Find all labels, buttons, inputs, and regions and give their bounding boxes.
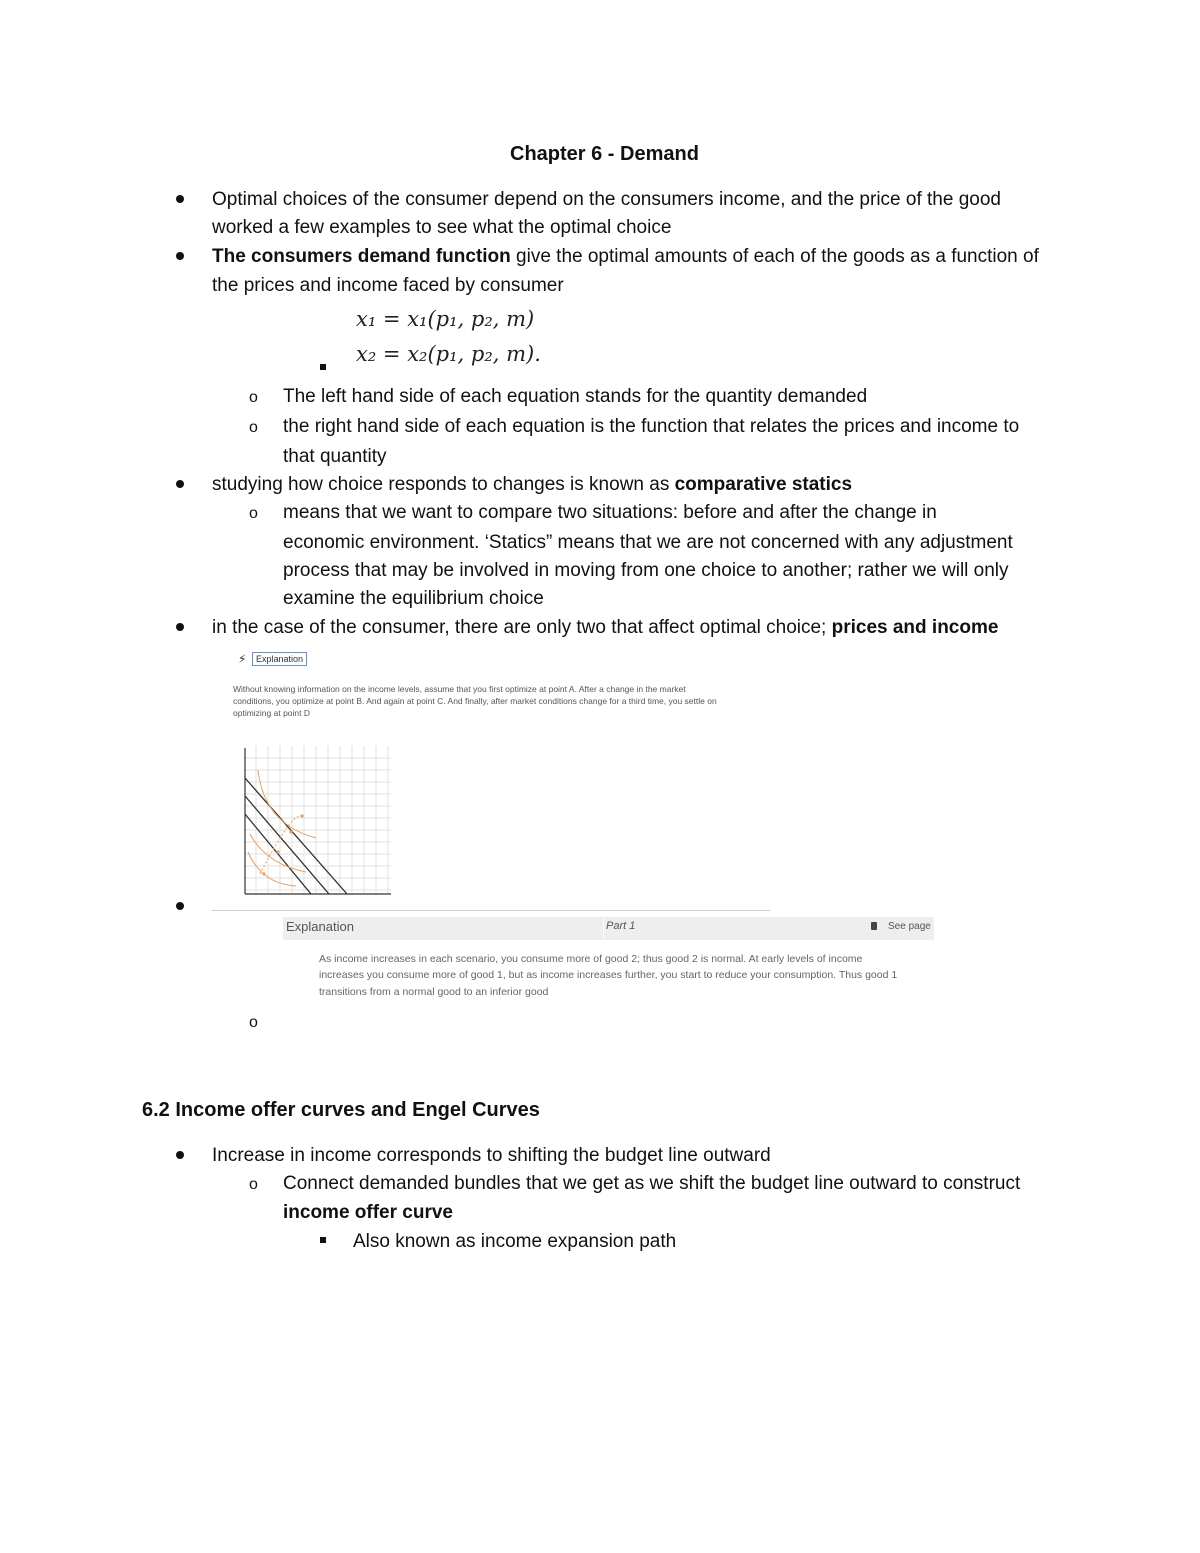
- graph-grid: [245, 746, 391, 894]
- square-bullet: [320, 364, 326, 370]
- bullet-3-text: studying how choice responds to changes is known as: [212, 474, 675, 495]
- bullet-4-text: in the case of the consumer, there are only two that affect optimal choice;: [212, 617, 832, 638]
- bullet-3: [212, 471, 852, 499]
- point-a: [262, 872, 265, 875]
- sub-bullet-3-line-1: means that we want to compare two situations: before and after the change in: [283, 502, 937, 523]
- lightning-icon: ⚡: [238, 652, 247, 666]
- sub-bullet-3-line-3: process that may be involved in moving from one choice to another; rather we will only: [283, 560, 1009, 581]
- screenshot-1-line-2: conditions, you optimize at point B. And again at point C. And finally, after market conditions change for a third time, you settle on: [233, 696, 717, 706]
- divider: [212, 910, 770, 911]
- income-offer-curve: [260, 816, 302, 874]
- sub-bullet-3-line-2: economic environment. ‘Statics” means that we are not concerned with any adjustment: [283, 532, 1013, 553]
- bullet-dot: [176, 902, 184, 910]
- page-title: Chapter 6 - Demand: [510, 143, 699, 165]
- bullet-dot: [176, 623, 184, 631]
- section-2-sub-1-line-1: Connect demanded bundles that we get as we shift the budget line outward to construct: [283, 1173, 1021, 1194]
- circle-bullet: o: [249, 1176, 258, 1193]
- bullet-dot: [176, 480, 184, 488]
- indifference-curve-3: [248, 852, 296, 886]
- explanation-header-bar: [283, 917, 934, 940]
- screenshot-2-line-2: increases you consume more of good 1, but as income increases further, you start to reduce your consumption. Thus good 1: [319, 969, 898, 981]
- sub-bullet-3-line-4: examine the equilibrium choice: [283, 588, 544, 609]
- bullet-4: [212, 614, 998, 642]
- explanation-header-label: Explanation: [286, 919, 354, 934]
- see-page-link: See page: [888, 921, 931, 932]
- sub-bullet-2-line-2: that quantity: [283, 446, 387, 467]
- bullet-1-line-1: Optimal choices of the consumer depend on the consumers income, and the price of the good: [212, 189, 1001, 210]
- explanation-tab-label: Explanation: [252, 652, 307, 666]
- point-c: [289, 830, 292, 833]
- bullet-2-line-1: [212, 243, 1039, 271]
- bullet-dot: [176, 252, 184, 260]
- bold-term: comparative statics: [674, 474, 853, 495]
- explanation-tab: [238, 652, 318, 666]
- circle-bullet: o: [249, 505, 258, 522]
- point-d: [300, 814, 303, 817]
- sub-bullet-1: The left hand side of each equation stands for the quantity demanded: [283, 386, 868, 407]
- screenshot-2-line-1: As income increases in each scenario, you consume more of good 2; thus good 2 is normal. At early levels of income: [319, 953, 863, 965]
- bullet-dot: [176, 1151, 184, 1159]
- bullet-dot: [176, 195, 184, 203]
- point-b: [276, 850, 279, 853]
- section-2-sub-1-line-2: income offer curve: [283, 1202, 453, 1223]
- circle-bullet: o: [249, 1014, 258, 1031]
- bullet-2-rest: give the optimal amounts of each of the goods as a function of: [510, 246, 1039, 267]
- sub-bullet-2-line-1: the right hand side of each equation is the function that relates the prices and income to: [283, 416, 1020, 437]
- bullet-1-line-2: worked a few examples to see what the optimal choice: [212, 217, 672, 238]
- screenshot-2-line-3: transitions from a normal good to an inferior good: [319, 986, 549, 998]
- bold-term: prices and income: [831, 617, 999, 638]
- circle-bullet: o: [249, 419, 258, 436]
- screenshot-1-line-3: optimizing at point D: [233, 708, 311, 718]
- square-bullet: [320, 1237, 326, 1243]
- circle-bullet: o: [249, 389, 258, 406]
- equation-2: x₂ = x₂(p₁, p₂, m).: [356, 342, 541, 366]
- header-divider: [603, 918, 604, 939]
- part-label: Part 1: [606, 920, 636, 932]
- section-heading: 6.2 Income offer curves and Engel Curves: [142, 1099, 540, 1121]
- section-2-bullet-1: Increase in income corresponds to shifting the budget line outward: [212, 1145, 771, 1166]
- screenshot-1-line-1: Without knowing information on the income levels, assume that you first optimize at point A. After a change in the market: [233, 684, 686, 694]
- bold-term: The consumers demand function: [212, 246, 511, 267]
- section-2-subsub-1: Also known as income expansion path: [353, 1231, 677, 1252]
- page-icon: [871, 922, 877, 930]
- equation-1: x₁ = x₁(p₁, p₂, m): [356, 307, 535, 331]
- bullet-2-line-2: the prices and income faced by consumer: [212, 275, 564, 296]
- income-offer-graph: [236, 734, 396, 910]
